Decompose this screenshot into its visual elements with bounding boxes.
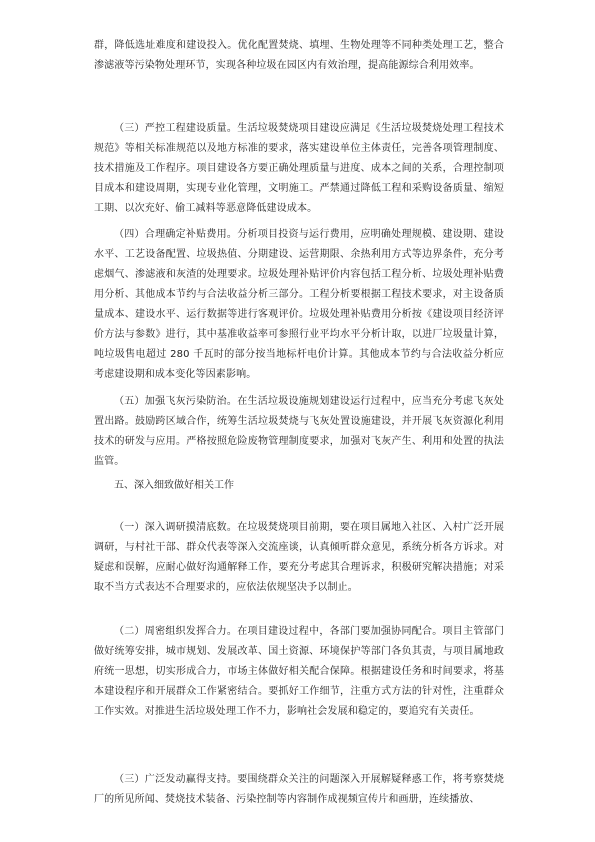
- section-heading: 五、深入细致做好相关工作: [114, 480, 234, 491]
- paragraph-survey: （一）深入调研摸清底数。在垃圾焚烧项目前期，要在项目属地入社区、入村广泛开展调研，与村社干部、群众代表等深入交流座谈，认真倾听群众意见，系统分析各方诉求。对疑虑和误解，应耐心做好沟通解释工作，要充分考虑其合理诉求，积极研究解决措施；对采取不当方式表达不合理要求的，应依法依规坚决予以制止。: [94, 522, 504, 593]
- paragraph-engineering-quality: （三）严控工程建设质量。生活垃圾焚烧项目建设应满足《生活垃圾焚烧处理工程技术规范》等相关标准规范以及地方标准的要求，落实建设单位主体责任，完善各项管理制度、技术措施及工作程序。项目建设各方要正确处理质量与进度、成本之间的关系，合理控制项目成本和建设周期，实现专业化管理，文明施工。严禁通过降低工程和采购设备质量、缩短工期、以次充好、偷工减料等恶意降低建设成本。: [94, 123, 504, 214]
- continuation-paragraph: 群，降低选址难度和建设投入。优化配置焚烧、填埋、生物处理等不同种类处理工艺，整合渗滤液等污染物处理环节，实现各种垃圾在园区内有效治理，提高能源综合利用效率。: [94, 40, 504, 71]
- paragraph-cooperation: （二）周密组织发挥合力。在项目建设过程中，各部门要加强协同配合。项目主管部门做好统筹安排，城市规划、发展改革、国土资源、环境保护等部门各负其责，与项目属地政府统一思想，切实形成合力，市场主体做好相关配合保障。根据建设任务和时间要求，将基本建设程序和开展群众工作紧密结合。要抓好工作细节，注重方式方法的针对性，注重群众工作实效。对推进生活垃圾处理工作不力，影响社会发展和稳定的，要追究有关责任。: [94, 626, 504, 717]
- paragraph-fly-ash: （五）加强飞灰污染防治。在生活垃圾设施规划建设运行过程中，应当充分考虑飞灰处置出路。鼓励跨区域合作，统筹生活垃圾焚烧与飞灰处置设施建设，并开展飞灰资源化利用技术的研发与应用。严格按照危险废物管理制度要求，加强对飞灰产生、利用和处置的执法监管。: [94, 396, 504, 467]
- paragraph-publicity: （三）广泛发动赢得支持。要围绕群众关注的问题深入开展解疑释惑工作，将考察焚烧厂的所见所闻、焚烧技术装备、污染控制等内容制作成视频宣传片和画册，连续播放、: [94, 774, 504, 805]
- paragraph-subsidy-costs: （四）合理确定补贴费用。分析项目投资与运行费用，应明确处理规模、建设期、建设水平、工艺设备配置、垃圾热值、分期建设、运营期限、余热利用方式等边界条件，充分考虑烟气、渗滤液和灰渣的处理要求。垃圾处理补贴评价内容包括工程分析、垃圾处理补贴费用分析、其他成本节约与合法收益分析三部分。工程分析要根据工程技术要求，对主设备质量成本、建设水平、运行数据等进行客观评价。垃圾处理补贴费用分析按《建设项目经济评价方法与参数》进行，其中基准收益率可参照行业平均水平分析计取，以进厂垃圾量计算，吨垃圾售电超过 280 千瓦时的部分按当地标杆电价计算。其他成本节约与合法收益分析应考虑建设期和成本变化等因素影响。: [94, 229, 504, 380]
